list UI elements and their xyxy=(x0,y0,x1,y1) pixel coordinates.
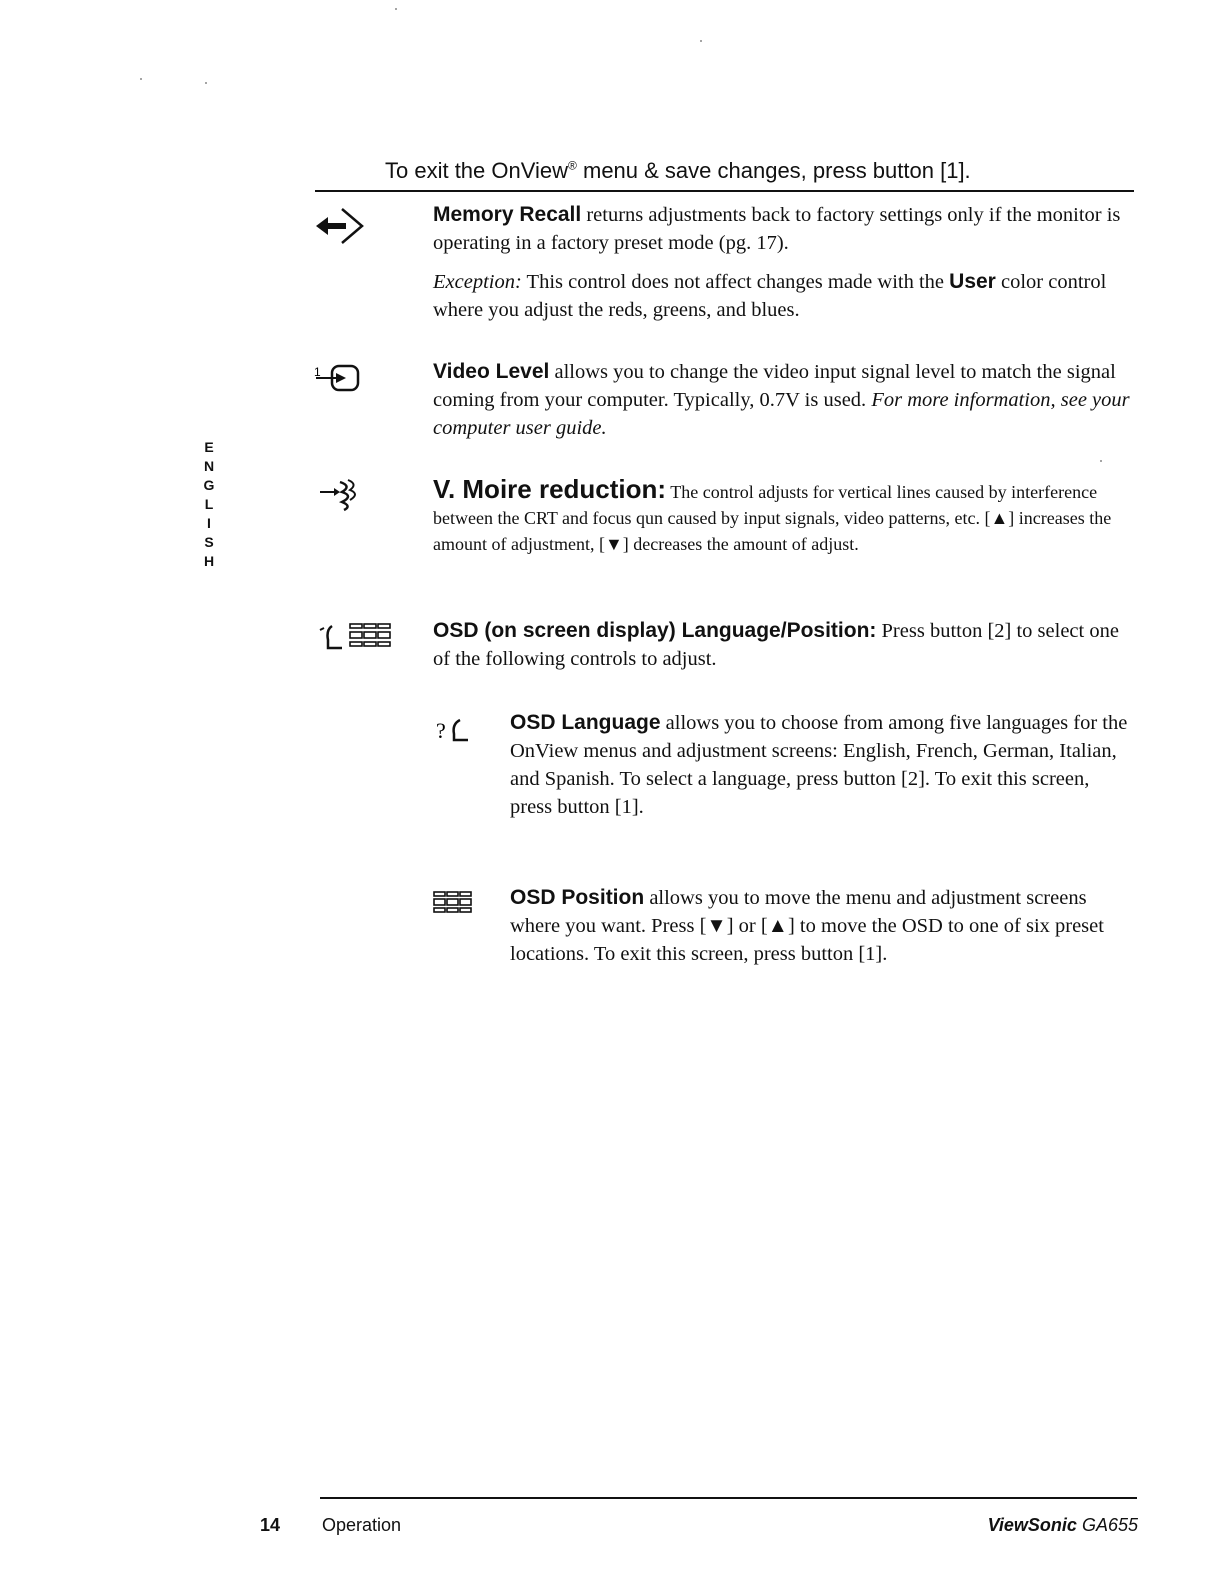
svg-text:1: 1 xyxy=(314,365,321,379)
video-level-icon xyxy=(314,362,364,399)
video-level-title: Video Level xyxy=(433,360,550,383)
osd-language-icon xyxy=(436,712,482,751)
osd-title: OSD (on screen display) Language/Position: xyxy=(433,619,877,642)
memory-recall-text xyxy=(433,201,1133,257)
scan-speck xyxy=(395,8,397,10)
language-side-tab xyxy=(200,438,218,571)
osd-text xyxy=(433,617,1133,673)
osd-position-icon xyxy=(432,888,476,923)
model-name: GA655 xyxy=(1081,1515,1138,1535)
memory-recall-body: returns adjustments back to factory settings only if the monitor is operating in a factory preset mode (pg. 17). xyxy=(433,204,1121,254)
osd-body: Press button [2] to select one of the following controls to adjust. xyxy=(433,620,1119,670)
exception-body: This control does not affect changes made with the xyxy=(521,271,950,293)
memory-recall-title: Memory Recall xyxy=(433,203,582,226)
exception-tail: color control where you adjust the reds, greens, and blues. xyxy=(433,271,1107,321)
page-number: 14 xyxy=(260,1515,281,1535)
moire-body: The control adjusts for vertical lines caused by interference between the CRT and focus qun caused by input signals, video patterns, etc. [▲] increases the amount of adjustment, [▼] decreases the amount of adjust. xyxy=(433,482,1112,554)
side-tab-letter: S xyxy=(204,534,214,550)
footer-brand xyxy=(988,1515,1138,1536)
scan-speck xyxy=(205,82,207,84)
video-level-body: allows you to change the video input signal level to match the signal coming from your computer. Typically, 0.7V is used. xyxy=(433,361,1116,411)
moire-icon xyxy=(318,478,368,519)
moire-text xyxy=(433,476,1133,557)
footer-rule xyxy=(320,1497,1137,1499)
header-rule xyxy=(315,190,1134,192)
svg-text:?: ? xyxy=(436,718,446,743)
scan-speck xyxy=(140,78,142,80)
video-level-note: For more information, see your computer user guide. xyxy=(433,389,1130,439)
moire-title: V. Moire reduction: xyxy=(433,474,667,504)
page-header xyxy=(385,158,971,184)
registered-mark: ® xyxy=(568,158,577,173)
video-level-text xyxy=(433,358,1133,442)
side-tab-letter: N xyxy=(203,458,215,474)
osd-language-position-icon xyxy=(318,620,402,661)
osd-language-text xyxy=(510,709,1130,821)
memory-recall-exception xyxy=(433,268,1133,324)
osd-language-title: OSD Language xyxy=(510,711,661,734)
footer-section: Operation xyxy=(322,1515,402,1535)
exception-label: Exception: xyxy=(433,271,522,293)
header-post: menu & save changes, press button [1]. xyxy=(576,158,971,183)
brand-name: ViewSonic xyxy=(987,1515,1077,1535)
memory-recall-icon xyxy=(312,203,374,254)
osd-position-title: OSD Position xyxy=(510,886,645,909)
osd-language-body: allows you to choose from among five languages for the OnView menus and adjustment screens: English, French, German, Italian, and Spanish. To select a language, press button [2]. To exit this screen, press button [1]. xyxy=(510,712,1128,818)
side-tab-letter: H xyxy=(203,553,215,569)
osd-position-text xyxy=(510,884,1130,968)
user-label: User xyxy=(949,270,996,293)
osd-position-body: allows you to move the menu and adjustment screens where you want. Press [▼] or [▲] to move the OSD to one of six preset locations. To exit this screen, press button [1]. xyxy=(510,887,1104,965)
scan-speck xyxy=(700,40,702,42)
side-tab-letter: E xyxy=(204,439,214,455)
side-tab-letter: L xyxy=(204,496,214,512)
side-tab-letter: G xyxy=(203,477,215,493)
side-tab-letter: I xyxy=(207,515,211,531)
header-pre: To exit the OnView xyxy=(385,158,569,183)
scan-speck xyxy=(1100,460,1102,462)
